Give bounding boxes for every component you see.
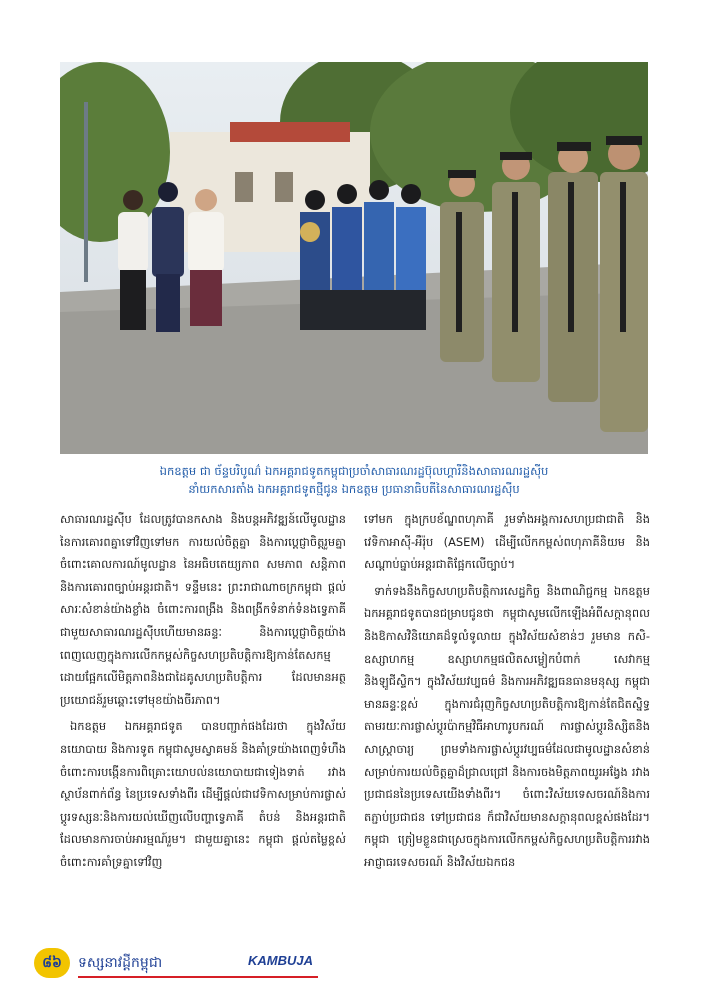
paragraph: ឯកឧត្តម ឯកអគ្គរាជទូត បានបញ្ជាក់ផងដែរថា ក្នុងវិស័យនយោបាយ និងការទូត កម្ពុជាសូមស្វាគមន៍ និងគាំទ្រយ៉ាងពេញទំហឹង ចំពោះការបង្កើនការពិគ្រោះយោបល់នយោបាយជាទៀងទាត់ រវាងស្ថាប័នពាក់ព័ន្ធ នៃប្រទេសទាំងពីរ ដើម្បីផ្តល់ជាវេទិកាសម្រាប់ការផ្លាស់ប្តូរទស្សនៈនិងការយល់ឃើញលើបញ្ហាទ្វេភាគី តំបន់ និងអន្តរជាតិ ដែលមានការចាប់អារម្មណ៍រួម។ ជាមួយគ្នានេះ កម្ពុជា ផ្តល់តម្លៃខ្ពស់ចំពោះការគាំទ្រគ្នាទៅវិញ <box>60 719 346 869</box>
paragraph: ទៅមក ក្នុងក្របខ័ណ្ឌពហុភាគី រួមទាំងអង្គការសហប្រជាជាតិ និងវេទិកាអាស៊ី-អឺរ៉ុប (ASEM) ដើម្បីលើកកម្ពស់ពហុភាគីនិយម និងសណ្តាប់ធ្នាប់អន្តរជាតិផ្អែកលើច្បាប់។ <box>364 512 650 572</box>
caption-line-2: នាំយកសារតាំង ឯកអគ្គរាជទូតថ្មីជូន ឯកឧត្តម ប្រធានាធិបតីនៃសាធារណរដ្ឋស៊ីប <box>188 482 520 496</box>
article-column-left <box>60 508 346 874</box>
footer-divider <box>78 976 318 978</box>
paragraph: ទាក់ទងនឹងកិច្ចសហប្រតិបត្តិការសេដ្ឋកិច្ច និងពាណិជ្ជកម្ម ឯកឧត្តម ឯកអគ្គរាជទូតបានជម្រាបជូនថា កម្ពុជាសូមលើកឡើងអំពីសក្តានុពល និងឱកាសវិនិយោគដ៏ទូលំទូលាយ ក្នុងវិស័យសំខាន់ៗ រួមមាន កសិ-ឧស្សាហកម្ម ឧស្សាហកម្មផលិតសម្លៀកបំពាក់ សេវាកម្ម និងឡូជីស្ទិក។ ក្នុងវិស័យវប្បធម៌ និងការអភិវឌ្ឍធនធានមនុស្ស កម្ពុជាមានឆន្ទៈខ្ពស់ ក្នុងការជំរុញកិច្ចសហប្រតិបត្តិការឱ្យកាន់តែជិតស្និទ្ធ តាមរយៈការផ្លាស់ប្តូរប៉ាកម្មវិធីអាហារូបករណ៍ ការផ្លាស់ប្តូរនិស្សិតនិងសាស្ត្រាចារ្យ ព្រមទាំងការផ្លាស់ប្តូរវប្បធម៌ដែលជាមូលដ្ឋានសំខាន់ សម្រាប់ការយល់ចិត្តគ្នាដ៏ជ្រាលជ្រៅ និងការចងមិត្តភាពយូរអង្វែង រវាងប្រជាជននៃប្រទេសយើងទាំងពីរ។ ចំពោះវិស័យទេសចរណ៍និងការតភ្ជាប់ប្រជាជន ទៅប្រជាជន ក៏ជាវិស័យមានសក្តានុពលខ្ពស់ផងដែរ។ កម្ពុជា ត្រៀមខ្លួនជាស្រេចក្នុងការលើកកម្ពស់កិច្ចសហប្រតិបត្តិការរវាងអាជ្ញាធរទេសចរណ៍ និងវិស័យឯកជន <box>364 583 650 869</box>
article-photo <box>60 62 648 454</box>
photo-caption <box>60 462 648 498</box>
page-number-badge: ៨៦ <box>34 948 70 978</box>
magazine-brand: KAMBUJA <box>248 953 313 968</box>
paragraph: សាធារណរដ្ឋស៊ីប ដែលត្រូវបានកសាង និងបន្តអភិវឌ្ឍន៍លើមូលដ្ឋាន នៃការគោរពគ្នាទៅវិញទៅមក ការយល់ចិត្តគ្នា និងការប្តេជ្ញាចិត្តរួមគ្នា ចំពោះគោលការណ៍មូលដ្ឋាន នៃអធិបតេយ្យភាព សមភាព សន្តិភាព និងការគោរពច្បាប់អន្តរជាតិ។ ទន្ទឹមនេះ ព្រះរាជាណាចក្រកម្ពុជា ផ្តល់សារៈសំខាន់យ៉ាងខ្លាំង ចំពោះការពង្រឹង និងពង្រីកទំនាក់ទំនងទ្វេភាគីជាមួយសាធារណរដ្ឋស៊ីបហើយមានឆន្ទៈ និងការប្តេជ្ញាចិត្តយ៉ាងពេញលេញក្នុងការលើកកម្ពស់កិច្ចសហប្រតិបត្តិការឱ្យកាន់តែសកម្មដោយផ្អែកលើមិត្តភាពនិងជាដៃគូសហប្រតិបត្តិការ ដែលមានអត្ថប្រយោជន៍រួមឆ្ពោះទៅមុខយ៉ាងចីរភាព។ <box>60 512 346 707</box>
magazine-title: ទស្សនាវដ្តីកម្ពុជា <box>78 955 163 971</box>
article-body <box>60 508 650 928</box>
page-footer <box>34 946 674 982</box>
caption-line-1: ឯកឧត្តម ជា ច័ន្ទបរិបូណ៌ ឯកអគ្គរាជទូតកម្ពុជាប្រចាំសាធារណរដ្ឋប៊ុលហ្គារីនិងសាធារណរដ្ឋស៊ីប <box>159 464 549 478</box>
article-column-right <box>364 508 650 874</box>
